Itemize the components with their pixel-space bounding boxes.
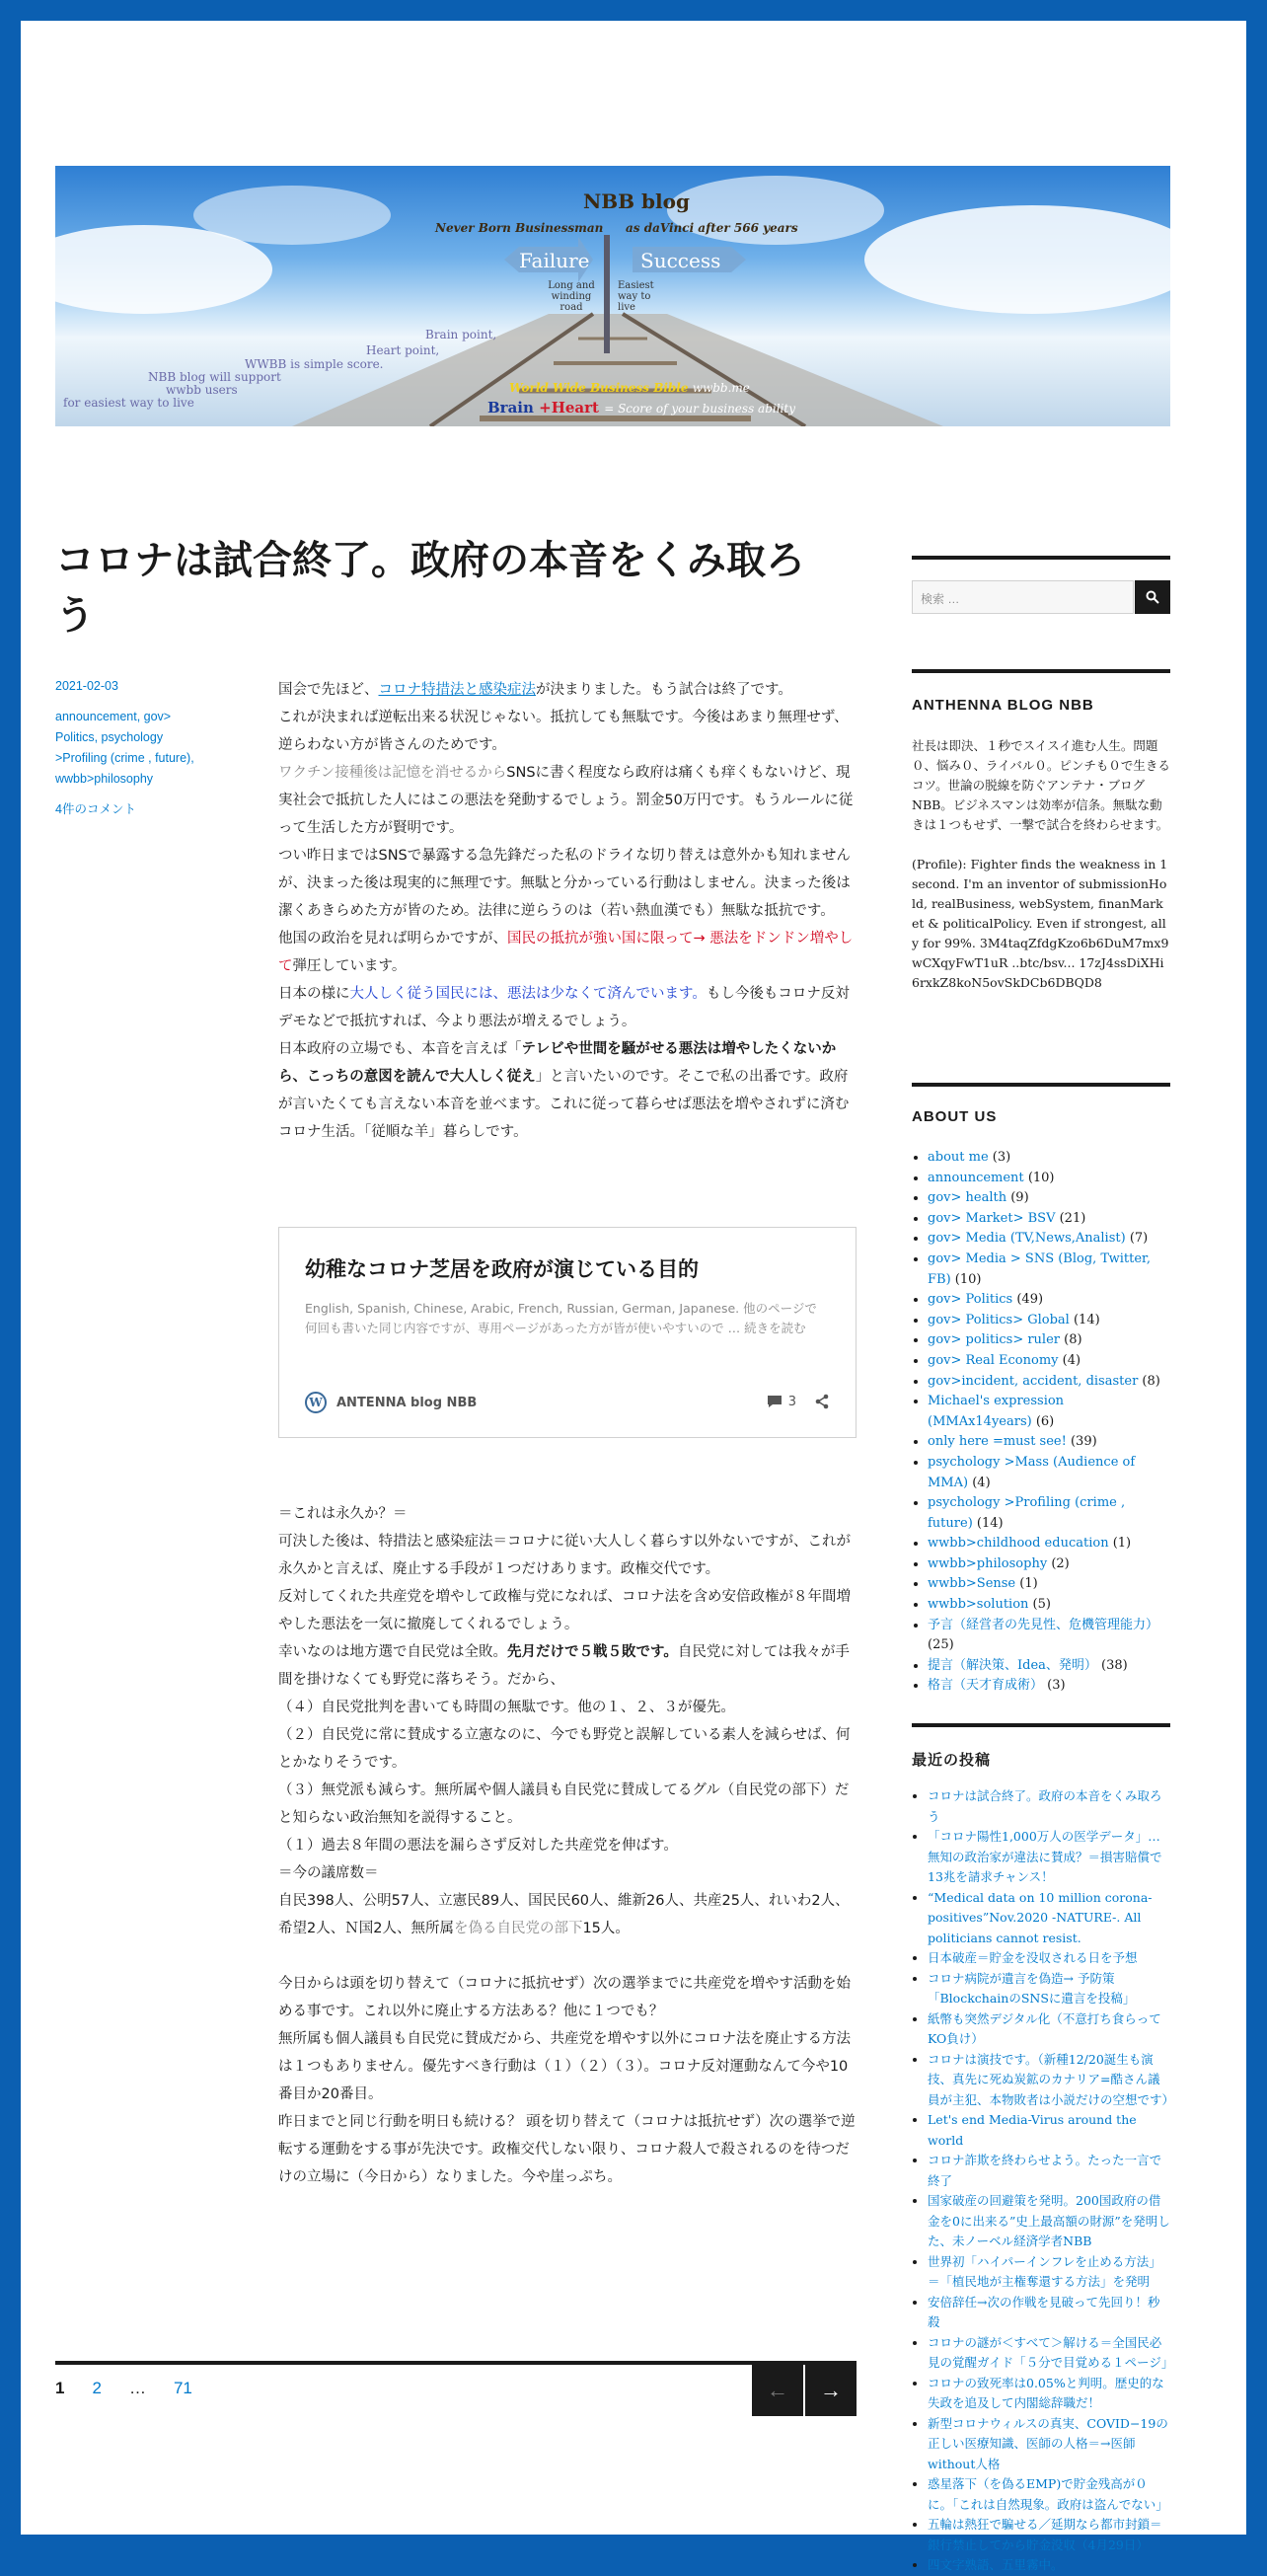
banner-line: wwbb users — [166, 383, 238, 397]
category-link[interactable]: only here =must see! — [928, 1434, 1067, 1450]
paragraph: 反対してくれた共産党を増やして政権与党になれば、コロナ法を含め安倍政権が８年間増やした悪法を一気に撤廃してくれるでしょう。 — [278, 1589, 851, 1632]
paragraph: （１）過去８年間の悪法を漏らさず反対した共産党を伸ばす。 — [278, 1838, 678, 1854]
text: 国会で先ほど、 — [278, 682, 379, 698]
search-button[interactable] — [1135, 580, 1170, 614]
category-item — [928, 1432, 1170, 1453]
category-count: (5) — [1032, 1597, 1051, 1613]
text: もし今後もコロナ反対デモなどで抵抗すれば、今より悪法が増えるでしょう。 — [278, 986, 850, 1029]
comments-link[interactable]: 4件のコメント — [55, 802, 136, 816]
recent-post-item — [928, 2374, 1170, 2414]
paragraph: つい昨日まではSNSで暴露する急先鋒だった私のドライな切り替えは意外かも知れませんが、決まった後は現実的に無理です。無駄と分かっている行動はしません。決まった後は潔くあきらめた方が皆のため。法律に逆らうのは（若い熱血漢でも）無駄な抵抗です。 — [278, 848, 851, 919]
paragraph: （４）自民党批判を書いても時間の無駄です。他の１、２、３が優先。 — [278, 1700, 735, 1715]
banner-line: WWBB is simple score. — [245, 357, 384, 371]
text-bold: テレビや世間を騒がせる悪法は増やしたくないから、こっちの意図を読んで大人しく従え — [278, 1041, 837, 1085]
page-link[interactable]: 2 — [92, 2379, 102, 2397]
category-count: (6) — [1035, 1413, 1055, 1429]
category-item — [928, 1330, 1170, 1351]
about-widget-title: ANTHENNA BLOG NBB — [912, 697, 1094, 714]
blank-line — [278, 1942, 857, 1970]
text: SNSに書く程度なら政府は痛くも痒くもないけど、現実社会で抵抗した人にはこの悪法を発動するでしょう。罰金50万円です。もうルールに従って生活した方が賢明です。 — [278, 765, 854, 836]
category-item — [928, 1148, 1170, 1169]
text: 幸いなのは地方選で自民党は全敗。 — [278, 1644, 507, 1660]
paragraph — [278, 1887, 857, 1942]
embed-site[interactable] — [305, 1392, 477, 1413]
widget-rule — [912, 1083, 1170, 1087]
category-count: (25) — [928, 1637, 954, 1653]
category-link[interactable]: announcement, gov> — [55, 710, 172, 723]
about-text-en: (Profile): Fighter finds the weakness in 1 second. I'm an inventor of submissionHold, realBusiness, webSystem, finanMarket & politicalPolicy. Even if strongest, ally for 99%. 3M4taqZfdgKzo6b6DuM7mx9wCXqyFwT1uR ..btc/bsv... 17zJ4ssDiXHi6rxkZ8koN5ovSkDCb6DBQD8 — [912, 857, 1169, 990]
post-content — [278, 676, 857, 1146]
category-link[interactable]: wwbb>Sense — [928, 1576, 1016, 1592]
category-link[interactable]: gov> Market> BSV — [928, 1210, 1056, 1226]
text-gray: ワクチン接種後は記憶を消せるから — [278, 765, 507, 781]
paragraph: 昨日までと同じ行動を明日も続ける？ 頭を切り替えて（コロナは抵抗せず）次の選挙で逆転する運動をする事が先決です。政権交代しない限り、コロナ殺人で殺されるのを待つだけの立場に（今日から）なりました。今や崖っぷち。 — [278, 2114, 856, 2185]
recent-post-item — [928, 2050, 1175, 2111]
category-link[interactable]: >Profiling (crime , future), — [55, 751, 194, 765]
category-item — [928, 1209, 1170, 1230]
category-link[interactable]: gov>incident, accident, disaster — [928, 1373, 1139, 1389]
category-count: (38) — [1101, 1657, 1128, 1673]
category-item — [928, 1656, 1170, 1677]
category-item — [928, 1574, 1170, 1595]
banner-sign-failure: Failure — [519, 249, 590, 272]
recent-post-link[interactable]: 日本破産＝貯金を没収される日を予想 — [928, 1950, 1138, 1965]
share-icon[interactable] — [814, 1394, 830, 1409]
recent-post-item — [928, 2293, 1170, 2333]
category-item — [928, 1311, 1170, 1331]
embedded-post-card[interactable] — [278, 1227, 857, 1438]
category-item — [928, 1250, 1170, 1290]
category-link[interactable]: gov> Media > SNS (Blog, Twitter, FB) — [928, 1250, 1151, 1287]
text-red: 国民の抵抗が強い国に限って→ 悪法をドンドン増やして — [278, 931, 854, 974]
category-count: (9) — [1010, 1190, 1029, 1206]
recent-post-link[interactable]: コロナは演技です。（新種12/20誕生も演技、真先に死ぬ炭鉱のカナリア=酷さん議員が主犯、本物敗者は小説だけの空想です） — [928, 2051, 1175, 2107]
header-banner-image[interactable] — [55, 166, 1170, 426]
category-link[interactable]: about me — [928, 1150, 989, 1165]
banner-bottom-line2: Brain +Heart = Score of your business ability — [487, 399, 795, 417]
recent-posts-title: 最近の投稿 — [912, 1752, 992, 1769]
banner-line: for easiest way to live — [63, 396, 194, 410]
recent-post-link[interactable]: Let's end Media-Virus around the world — [928, 2112, 1137, 2148]
arrow-right-icon: → — [820, 2378, 842, 2402]
embed-actions — [767, 1394, 830, 1409]
recent-post-link[interactable]: 四文字熟語、五里霧中。 — [928, 2557, 1064, 2572]
paragraph: これが決まれば逆転出来る状況じゃない。抵抗しても無駄です。今後はあまり無理せず、逆らわない方が皆さんのためです。 — [278, 710, 849, 753]
recent-post-link[interactable]: コロナ病院が遺言を偽造→ 予防策「BlockchainのSNSに遺言を投稿」 — [928, 1970, 1136, 2006]
search-form — [912, 580, 1170, 616]
banner-sub-left: Long and winding road — [548, 280, 595, 313]
search-icon — [1146, 590, 1159, 604]
category-item — [928, 1554, 1170, 1575]
banner-tagline-left: Never Born Businessman — [435, 221, 604, 235]
text: が決まりました。もう試合は終了です。 — [536, 682, 792, 698]
recent-post-item — [928, 2110, 1170, 2151]
category-link[interactable]: announcement — [928, 1170, 1024, 1185]
page-numbers — [55, 2379, 192, 2398]
embed-excerpt: English, Spanish, Chinese, Arabic, French, Russian, German, Japanese. 他のページで何回も書いた同じ内容ですが、専用ページがあった方が皆が使いやすいので … 続きを読む — [305, 1301, 817, 1335]
text-blue: 大人しく従う国民には、悪法は少なくて済んでいます。 — [349, 986, 707, 1002]
meta-spacer — [55, 697, 213, 707]
banner-tagline-right: as daVinci after 566 years — [626, 221, 798, 235]
embed-site-name: ANTENNA blog NBB — [336, 1395, 478, 1410]
paragraph: ＝これは永久か？＝ — [278, 1506, 408, 1522]
paragraph: 今日からは頭を切り替えて（コロナに抵抗せず）次の選挙までに共産党を増やす活動を始める事です。これ以外に廃止する方法ある？他に１つでも？ — [278, 1976, 851, 2019]
text: 自民398人、公明57人、立憲民89人、国民民60人、維新26人、共産25人、れいわ2人、希望2人、Ｎ国2人、無所属 — [278, 1893, 850, 1936]
text: 自民党に対しては我々が手間を掛けなくても野党に落ちそう。だから、 — [278, 1644, 850, 1688]
category-count: (49) — [1016, 1292, 1044, 1308]
recent-post-item — [928, 2474, 1170, 2515]
text-gray: を偽る自民党の部下 — [453, 1921, 583, 1936]
category-count: (7) — [1129, 1231, 1149, 1247]
paragraph — [278, 1035, 857, 1146]
category-link[interactable]: gov> health — [928, 1190, 1007, 1206]
paragraph — [278, 925, 857, 980]
about-text-jp: 社長は即決、１秒でスイスイ進む人生。問題０、悩み０、ライバル０。ピンチも０で生きるコツ。世論の脱線を防ぐアンテナ・ブログNBB。ビジネスマンは効率が信条。無駄な動きは１つもせず、一撃で試合を終わらせます。 — [912, 738, 1170, 832]
recent-post-item — [928, 2252, 1170, 2293]
category-link[interactable]: psychology >Mass (Audience of MMA) — [928, 1454, 1136, 1490]
category-count: (10) — [1027, 1170, 1055, 1185]
paragraph: （２）自民党に常に賛成する立憲なのに、今でも野党と誤解している素人を減らせば、何とかなりそうです。 — [278, 1727, 851, 1771]
widget-rule — [912, 556, 1170, 560]
recent-post-link[interactable]: コロナの致死率は0.05%と判明。歴史的な失政を追及して内閣総辞職だ！ — [928, 2375, 1164, 2410]
banner-line: Heart point, — [366, 343, 440, 357]
category-count: (8) — [1142, 1373, 1160, 1389]
category-count: (4) — [1062, 1352, 1081, 1368]
recent-post-item — [928, 2191, 1170, 2252]
recent-post-link[interactable]: 新型コロナウィルスの真実、COVID−19の正しい医療知識、医師の人格＝→医師without人格 — [928, 2415, 1168, 2471]
category-link[interactable]: psychology >Profiling (crime , future) — [928, 1495, 1126, 1531]
comment-icon — [767, 1395, 783, 1408]
recent-post-item — [928, 1888, 1170, 1949]
category-link[interactable]: gov> Media (TV,News,Analist) — [928, 1231, 1126, 1247]
paragraph — [278, 980, 857, 1035]
recent-post-item — [928, 1969, 1170, 2009]
categories-list — [912, 1148, 1170, 1697]
category-count: (39) — [1070, 1434, 1097, 1450]
category-item — [928, 1169, 1170, 1189]
prev-page-button[interactable] — [752, 2365, 803, 2416]
recent-posts-list — [912, 1786, 1175, 2576]
category-count: (3) — [1047, 1678, 1066, 1694]
recent-post-link[interactable]: 「コロナ陽性1,000万人の医学データ」…無知の政治家が違法に賛成？＝損害賠償で13兆を請求チャンス！ — [928, 1829, 1162, 1884]
paragraph — [278, 676, 857, 704]
category-item — [928, 1392, 1170, 1432]
embed-comment-count: 3 — [787, 1394, 796, 1409]
page-current: 1 — [55, 2379, 65, 2397]
category-link[interactable]: wwbb>philosophy — [55, 772, 154, 786]
category-link[interactable]: wwbb>childhood education — [928, 1536, 1109, 1552]
text: 15人。 — [582, 1921, 630, 1936]
search-input[interactable]: 検索 … — [912, 580, 1134, 614]
banner-bottom-url: wwbb.me — [692, 381, 750, 395]
banner-sign-success: Success — [640, 249, 721, 272]
recent-post-link[interactable]: 国家破産の回避策を発明。200国政府の借金を0に出来る”史上最高額の財源”を発明した、未ノーベル経済学者NBB — [928, 2193, 1170, 2248]
text: 弾圧しています。 — [292, 958, 407, 974]
recent-post-item — [928, 2515, 1170, 2555]
recent-post-item — [928, 2009, 1170, 2050]
category-count: (3) — [992, 1150, 1011, 1165]
recent-post-link[interactable]: 五輪は熱狂で騙せる／延期なら都市封鎖＝銀行禁止してから貯金没収（4月29日） — [928, 2517, 1162, 2552]
recent-post-item — [928, 2333, 1174, 2374]
category-link[interactable]: gov> Politics> Global — [928, 1312, 1070, 1327]
recent-post-link[interactable]: コロナ詐欺を終わらせよう。たった一言で終了 — [928, 2153, 1162, 2188]
banner-bottom-bible: World Wide Business Bible — [509, 381, 689, 395]
paragraph: （３）無党派も減らす。無所属や個人議員も自民党に賛成してるグル（自民党の部下）だと知らない政治無知を説得すること。 — [278, 1782, 850, 1826]
category-item — [928, 1453, 1170, 1493]
recent-post-item — [928, 1948, 1170, 1969]
banner-sub-right: Easiest way to live — [618, 280, 654, 313]
text-bold: 先月だけで５戦５敗です。 — [507, 1644, 678, 1660]
category-item — [928, 1616, 1170, 1656]
category-item — [928, 1351, 1170, 1372]
text: 他国の政治を見れば明らかですが、 — [278, 931, 507, 947]
category-link[interactable]: wwbb>solution — [928, 1597, 1029, 1613]
recent-post-link[interactable]: コロナの謎が＜すべて＞解ける＝全国民必見の覚醒ガイド「５分で目覚める１ページ」 — [928, 2334, 1174, 2370]
page-ellipsis: … — [128, 2379, 146, 2397]
category-link[interactable]: gov> Real Economy — [928, 1352, 1059, 1368]
category-link[interactable]: gov> Politics — [928, 1292, 1013, 1308]
category-link[interactable]: gov> politics> ruler — [928, 1332, 1060, 1348]
banner-brain: Brain — [487, 399, 534, 417]
inline-link[interactable]: コロナ特措法と感染症法 — [378, 682, 536, 698]
recent-post-item — [928, 2151, 1170, 2191]
recent-post-link[interactable]: コロナは試合終了。政府の本音をくみ取ろう — [928, 1788, 1162, 1824]
wordpress-icon: W — [305, 1392, 327, 1413]
embed-comments[interactable] — [767, 1395, 796, 1409]
category-item — [928, 1229, 1170, 1250]
category-link[interactable]: Michael's expression (MMAx14years) — [928, 1394, 1065, 1429]
recent-post-link[interactable]: 紙幣も突然デジタル化（不意打ち食らってKO負け） — [928, 2010, 1161, 2046]
post-content-continued — [278, 1500, 857, 2191]
category-count: (1) — [1019, 1576, 1038, 1592]
category-count: (21) — [1059, 1210, 1086, 1226]
category-link[interactable]: wwbb>philosophy — [928, 1555, 1048, 1571]
next-page-button[interactable] — [805, 2365, 857, 2416]
paragraph — [278, 1638, 857, 1694]
text: 日本政府の立場でも、本音を言えば「 — [278, 1041, 522, 1057]
recent-post-link[interactable]: 安倍辞任→次の作戦を見破って先回り！秒殺 — [928, 2294, 1160, 2329]
post-title[interactable]: コロナは試合終了。政府の本音をくみ取ろう — [55, 538, 805, 639]
category-count: (10) — [954, 1271, 982, 1287]
paragraph: 可決した後は、特措法と感染症法＝コロナに従い大人しく暮らす以外ないですが、これが永久かと言えば、廃止する手段が１つだけあります。政権交代です。 — [278, 1534, 851, 1577]
page-link[interactable]: 71 — [173, 2379, 192, 2397]
paragraph — [278, 759, 857, 842]
category-count: (8) — [1064, 1332, 1082, 1348]
banner-heart: Heart — [551, 399, 599, 417]
recent-post-item — [928, 1827, 1170, 1888]
meta-spacer — [55, 790, 213, 799]
category-link[interactable]: Politics, psychology — [55, 730, 164, 744]
categories-widget-title: ABOUT US — [912, 1108, 998, 1125]
text: 」と言いたいのです。そこで私の出番です。政府が言いたくても言えない本音を並べます。これに従って暮らせば悪法を増やされずに済むコロナ生活。「従順な羊」暮らしです。 — [278, 1069, 850, 1140]
category-count: (14) — [976, 1515, 1004, 1531]
category-link[interactable]: 格言（天才育成術） — [928, 1678, 1044, 1694]
category-link[interactable]: 提言（解決策、Idea、発明） — [928, 1657, 1097, 1673]
banner-line: NBB blog will support — [148, 370, 281, 384]
category-count: (1) — [1112, 1536, 1132, 1552]
post-date-link[interactable]: 2021-02-03 — [55, 679, 118, 693]
category-item — [928, 1290, 1170, 1311]
recent-post-item — [928, 2414, 1170, 2475]
arrow-left-icon: ← — [767, 2378, 788, 2402]
category-item — [928, 1534, 1170, 1554]
banner-score: = Score of your business ability — [604, 402, 795, 416]
embed-title[interactable]: 幼稚なコロナ芝居を政府が演じている目的 — [305, 1257, 699, 1281]
recent-post-link[interactable]: 世界初「ハイパーインフレを止める方法」＝「植民地が主権奪還する方法」を発明 — [928, 2253, 1161, 2289]
banner-line: Brain point, — [425, 328, 497, 341]
category-link[interactable]: 予言（経営者の先見性、危機管理能力） — [928, 1617, 1159, 1632]
category-item — [928, 1188, 1170, 1209]
about-widget-text — [912, 736, 1170, 1013]
recent-post-item — [928, 2555, 1170, 2576]
widget-rule — [912, 669, 1170, 673]
text: 日本の様に — [278, 986, 350, 1002]
recent-post-link[interactable]: “Medical data on 10 million corona-positives”Nov.2020 -NATURE-. All politicians cannot resist. — [928, 1889, 1153, 1945]
banner-title: NBB blog — [583, 189, 690, 213]
category-item — [928, 1372, 1170, 1393]
category-item — [928, 1493, 1170, 1534]
category-count: (2) — [1051, 1555, 1070, 1571]
category-count: (4) — [972, 1475, 991, 1490]
paragraph: ＝今の議席数＝ — [278, 1865, 379, 1881]
banner-bottom-line1 — [509, 381, 750, 395]
recent-post-item — [928, 1786, 1170, 1827]
pagination — [55, 2361, 857, 2424]
category-count: (14) — [1073, 1312, 1100, 1327]
category-item — [928, 1595, 1170, 1616]
paragraph: 無所属も個人議員も自民党に賛成だから、共産党を増やす以外にコロナ法を廃止する方法は１つもありません。優先すべき行動は（１）（２）（３）。コロナ反対運動なんて今や10番目か20番目。 — [278, 2031, 851, 2102]
post-meta — [55, 676, 213, 820]
recent-post-link[interactable]: 惑星落下（を偽るEMP)で貯金残高が０に。「これは自然現象。政府は盗んでない」 — [928, 2476, 1168, 2512]
widget-rule — [912, 1723, 1170, 1727]
category-item — [928, 1676, 1170, 1697]
